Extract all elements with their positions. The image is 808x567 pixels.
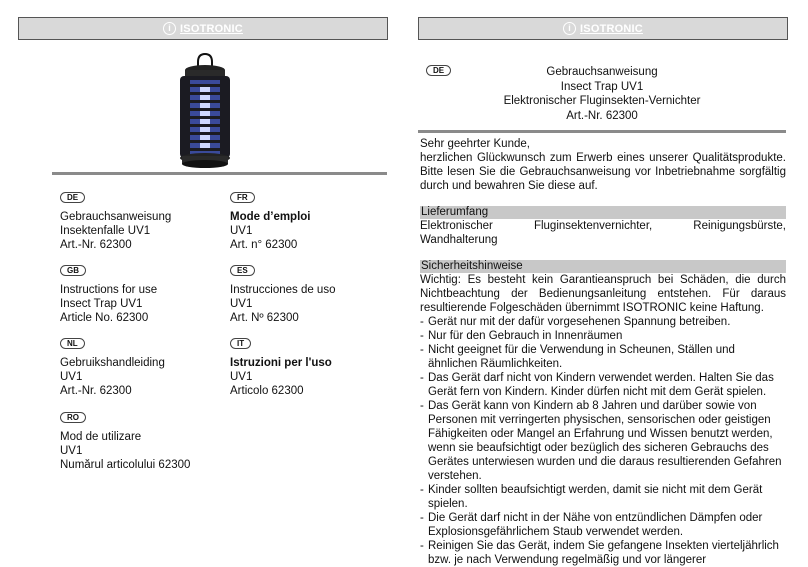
- product-name: UV1: [230, 225, 253, 237]
- list-item: - Das Gerät darf nicht von Kindern verwendet werden. Halten Sie das Gerät fern von Kindern. Kinder dürfen nicht mit dem Gerät spielen.: [420, 371, 786, 399]
- manual-title: Instrucciones de uso: [230, 284, 336, 296]
- manual-title: Gebruikshandleiding: [60, 357, 165, 369]
- document-heading: [418, 65, 786, 121]
- product-name: Insektenfalle UV1: [60, 225, 151, 237]
- product-name: Insect Trap UV1: [60, 298, 143, 310]
- product-name: UV1: [60, 371, 83, 383]
- language-block-gb: [60, 263, 157, 325]
- brand-header-bar: [18, 17, 388, 40]
- list-item: - Nur für den Gebrauch in Innenräumen: [420, 329, 786, 343]
- language-block-es: [230, 263, 335, 325]
- article-number: Art.-Nr. 62300: [60, 239, 132, 251]
- brand-logo: [163, 22, 243, 35]
- greeting: Sehr geehrter Kunde,: [420, 138, 530, 150]
- list-item: - Reinigen Sie das Gerät, indem Sie gefangene Insekten vierteljährlich bzw. je nach Verwendung regelmäßig und vor längerer: [420, 539, 786, 567]
- language-badge: RO: [60, 412, 86, 423]
- manual-title: Gebrauchsanweisung: [60, 211, 172, 223]
- list-item: - Gerät nur mit der dafür vorgesehenen Spannung betreiben.: [420, 315, 786, 329]
- language-block-ro: [60, 410, 190, 472]
- article-number: Art. Nº 62300: [230, 312, 299, 324]
- title-line: Insect Trap UV1: [560, 80, 644, 93]
- right-divider: [418, 130, 786, 133]
- intro-paragraph: herzlichen Glückwunsch zum Erwerb eines unserer Qualitätsprodukte. Bitte lesen Sie die Gebrauchsanweisung vor Inbetriebnahme sorgfältig durch und bewahren Sie diese auf.: [420, 152, 786, 192]
- article-number: Art. n° 62300: [230, 239, 298, 251]
- language-badge: DE: [60, 192, 85, 203]
- manual-title: Instructions for use: [60, 284, 158, 296]
- safety-intro: Wichtig: Es besteht kein Garantieanspruch bei Schäden, die durch Nichtbeachtung der Bedienungsanleitung entstehen. Für daraus resultierende Folgeschäden übernimmt ISOTRONIC keine Haftung.: [420, 274, 786, 314]
- safety-list: [420, 315, 786, 567]
- article-number: Art.-Nr. 62300: [60, 385, 132, 397]
- language-block-nl: [60, 336, 165, 398]
- left-page: [0, 0, 404, 565]
- brand-name: ISOTRONIC: [180, 22, 243, 35]
- left-divider: [52, 172, 387, 175]
- manual-title: Mod de utilizare: [60, 431, 142, 443]
- language-block-de: [60, 190, 171, 252]
- manual-title: Istruzioni per l'uso: [230, 357, 332, 369]
- list-item: - Kinder sollten beaufsichtigt werden, damit sie nicht mit dem Gerät spielen.: [420, 483, 786, 511]
- language-badge: ES: [230, 265, 255, 276]
- brand-logo: [563, 22, 643, 35]
- language-badge: IT: [230, 338, 251, 349]
- list-item: - Das Gerät kann von Kindern ab 8 Jahren und darüber sowie von Personen mit verringerten physischen, sensorischen oder geistigen Fähigkeiten oder Mangel an Erfahrung und Wissen benutzt werden, wenn sie beaufsichtigt oder bezüglich des sicheren Gebrauchs des Gerätes unterwiesen wurden und die daraus resultierenden Gefahren verstehen.: [420, 399, 786, 483]
- article-number: Articolo 62300: [230, 385, 304, 397]
- manual-title: Mode d’emploi: [230, 211, 311, 223]
- list-item: - Nicht geeignet für die Verwendung in Scheunen, Ställen und ähnlichen Räumlichkeiten.: [420, 343, 786, 371]
- language-badge: NL: [60, 338, 85, 349]
- brand-logo-icon: i: [563, 22, 576, 35]
- title-line: Elektronischer Fluginsekten-Vernichter: [503, 95, 701, 107]
- article-number: Numărul articolului 62300: [60, 459, 191, 471]
- language-block-fr: [230, 190, 311, 252]
- language-badge: FR: [230, 192, 255, 203]
- document-title: [418, 65, 786, 123]
- insect-trap-product-photo: [160, 50, 250, 174]
- section-heading-scope: Lieferumfang: [420, 206, 786, 219]
- language-badge: GB: [60, 265, 86, 276]
- product-name: UV1: [60, 445, 83, 457]
- brand-header-bar: [418, 17, 788, 40]
- scope-text: Elektronischer Fluginsektenvernichter, Reinigungsbürste, Wandhalterung: [420, 220, 786, 246]
- language-block-it: [230, 336, 332, 398]
- brand-name: ISOTRONIC: [580, 22, 643, 35]
- product-name: UV1: [230, 371, 253, 383]
- product-name: UV1: [230, 298, 253, 310]
- document-body: [420, 137, 786, 567]
- article-number: Article No. 62300: [60, 312, 149, 324]
- list-item: - Die Gerät darf nicht in der Nähe von entzündlichen Dämpfen oder Explosionsgefährlichem Staub verwendet werden.: [420, 511, 786, 539]
- language-badge: DE: [426, 65, 451, 76]
- brand-logo-icon: i: [163, 22, 176, 35]
- title-line: Art.-Nr. 62300: [566, 109, 638, 122]
- title-line: Gebrauchsanweisung: [546, 66, 658, 78]
- section-heading-safety: Sicherheitshinweise: [420, 260, 786, 273]
